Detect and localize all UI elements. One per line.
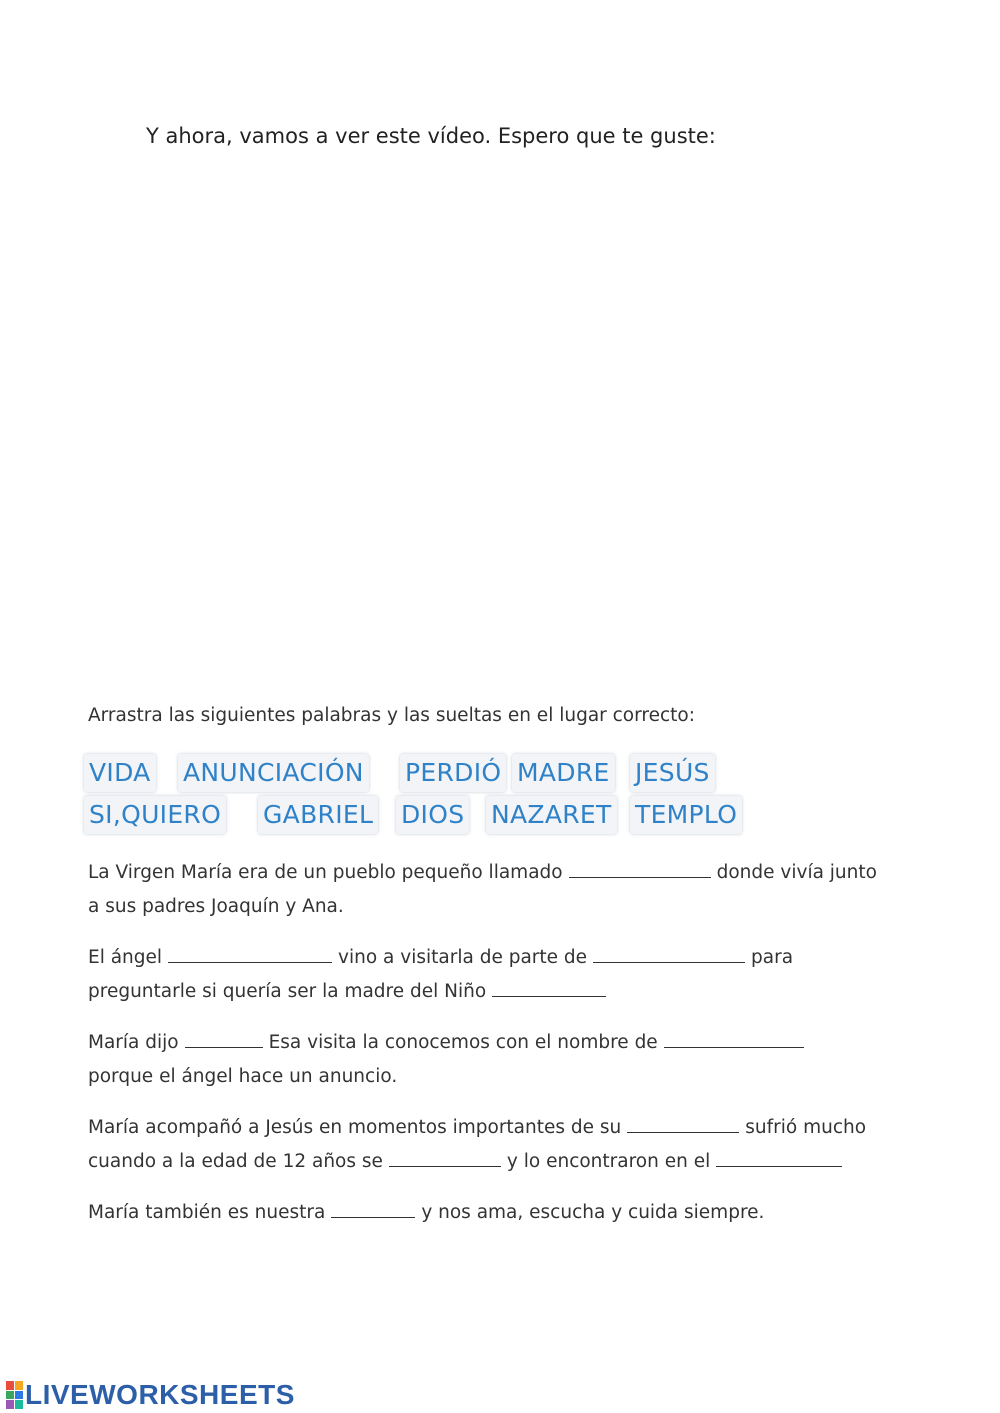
sentence-text: Esa visita la conocemos con el nombre de <box>268 1032 658 1053</box>
sentence-text: porque el ángel hace un anuncio. <box>88 1066 398 1087</box>
logo-blocks-icon <box>6 1381 23 1409</box>
answer-blank[interactable] <box>492 978 606 997</box>
answer-blank[interactable] <box>593 944 745 963</box>
sentence-text: sufrió mucho <box>745 1117 867 1138</box>
logo-block <box>15 1381 23 1390</box>
word-chip[interactable]: NAZARET <box>486 796 617 834</box>
answer-blank[interactable] <box>627 1114 739 1133</box>
answer-blank[interactable] <box>664 1029 804 1048</box>
sentence-text: María también es nuestra <box>88 1202 326 1223</box>
sentence-text: María acompañó a Jesús en momentos importantes de su <box>88 1117 622 1138</box>
word-chip[interactable]: GABRIEL <box>258 796 378 834</box>
answer-blank[interactable] <box>331 1199 415 1218</box>
sentence-1-line-2 <box>88 890 344 924</box>
sentence-2-line-1 <box>88 941 793 975</box>
sentence-text: a sus padres Joaquín y Ana. <box>88 896 344 917</box>
word-chip[interactable]: MADRE <box>512 754 615 792</box>
answer-blank[interactable] <box>389 1148 501 1167</box>
logo-block <box>15 1391 23 1400</box>
sentence-text: cuando a la edad de 12 años se <box>88 1151 383 1172</box>
word-chip[interactable]: PERDIÓ <box>400 754 506 792</box>
answer-blank[interactable] <box>185 1029 263 1048</box>
sentence-text: y nos ama, escucha y cuida siempre. <box>421 1202 765 1223</box>
answer-blank[interactable] <box>716 1148 842 1167</box>
sentence-text: María dijo <box>88 1032 179 1053</box>
logo-block <box>6 1400 14 1409</box>
sentence-text: El ángel <box>88 947 163 968</box>
logo-text: LIVEWORKSHEETS <box>25 1379 295 1410</box>
intro-text: Y ahora, vamos a ver este vídeo. Espero que te guste: <box>146 124 716 148</box>
liveworksheets-logo[interactable] <box>6 1378 295 1412</box>
word-chip[interactable]: DIOS <box>396 796 469 834</box>
logo-block <box>6 1381 14 1390</box>
sentence-3-line-2 <box>88 1060 397 1094</box>
sentence-5-line-1 <box>88 1196 764 1230</box>
sentence-text: y lo encontraron en el <box>506 1151 711 1172</box>
sentence-3-line-1 <box>88 1026 810 1060</box>
sentence-text: La Virgen María era de un pueblo pequeño llamado <box>88 862 563 883</box>
sentence-text: donde vivía junto <box>716 862 877 883</box>
logo-block <box>15 1400 23 1409</box>
word-chip[interactable]: VIDA <box>84 754 156 792</box>
answer-blank[interactable] <box>168 944 332 963</box>
sentence-2-line-2 <box>88 975 612 1009</box>
logo-block <box>6 1391 14 1400</box>
instruction-text: Arrastra las siguientes palabras y las sueltas en el lugar correcto: <box>88 705 695 726</box>
sentence-4-line-2 <box>88 1145 848 1179</box>
word-chip[interactable]: TEMPLO <box>630 796 742 834</box>
word-chip[interactable]: ANUNCIACIÓN <box>178 754 369 792</box>
sentence-4-line-1 <box>88 1111 866 1145</box>
sentence-text: preguntarle si quería ser la madre del Niño <box>88 981 487 1002</box>
sentence-1-line-1 <box>88 856 877 890</box>
sentence-text: para <box>751 947 794 968</box>
sentence-text: vino a visitarla de parte de <box>338 947 588 968</box>
word-chip[interactable]: SI,QUIERO <box>84 796 226 834</box>
word-chip[interactable]: JESÚS <box>630 754 715 792</box>
answer-blank[interactable] <box>569 859 711 878</box>
